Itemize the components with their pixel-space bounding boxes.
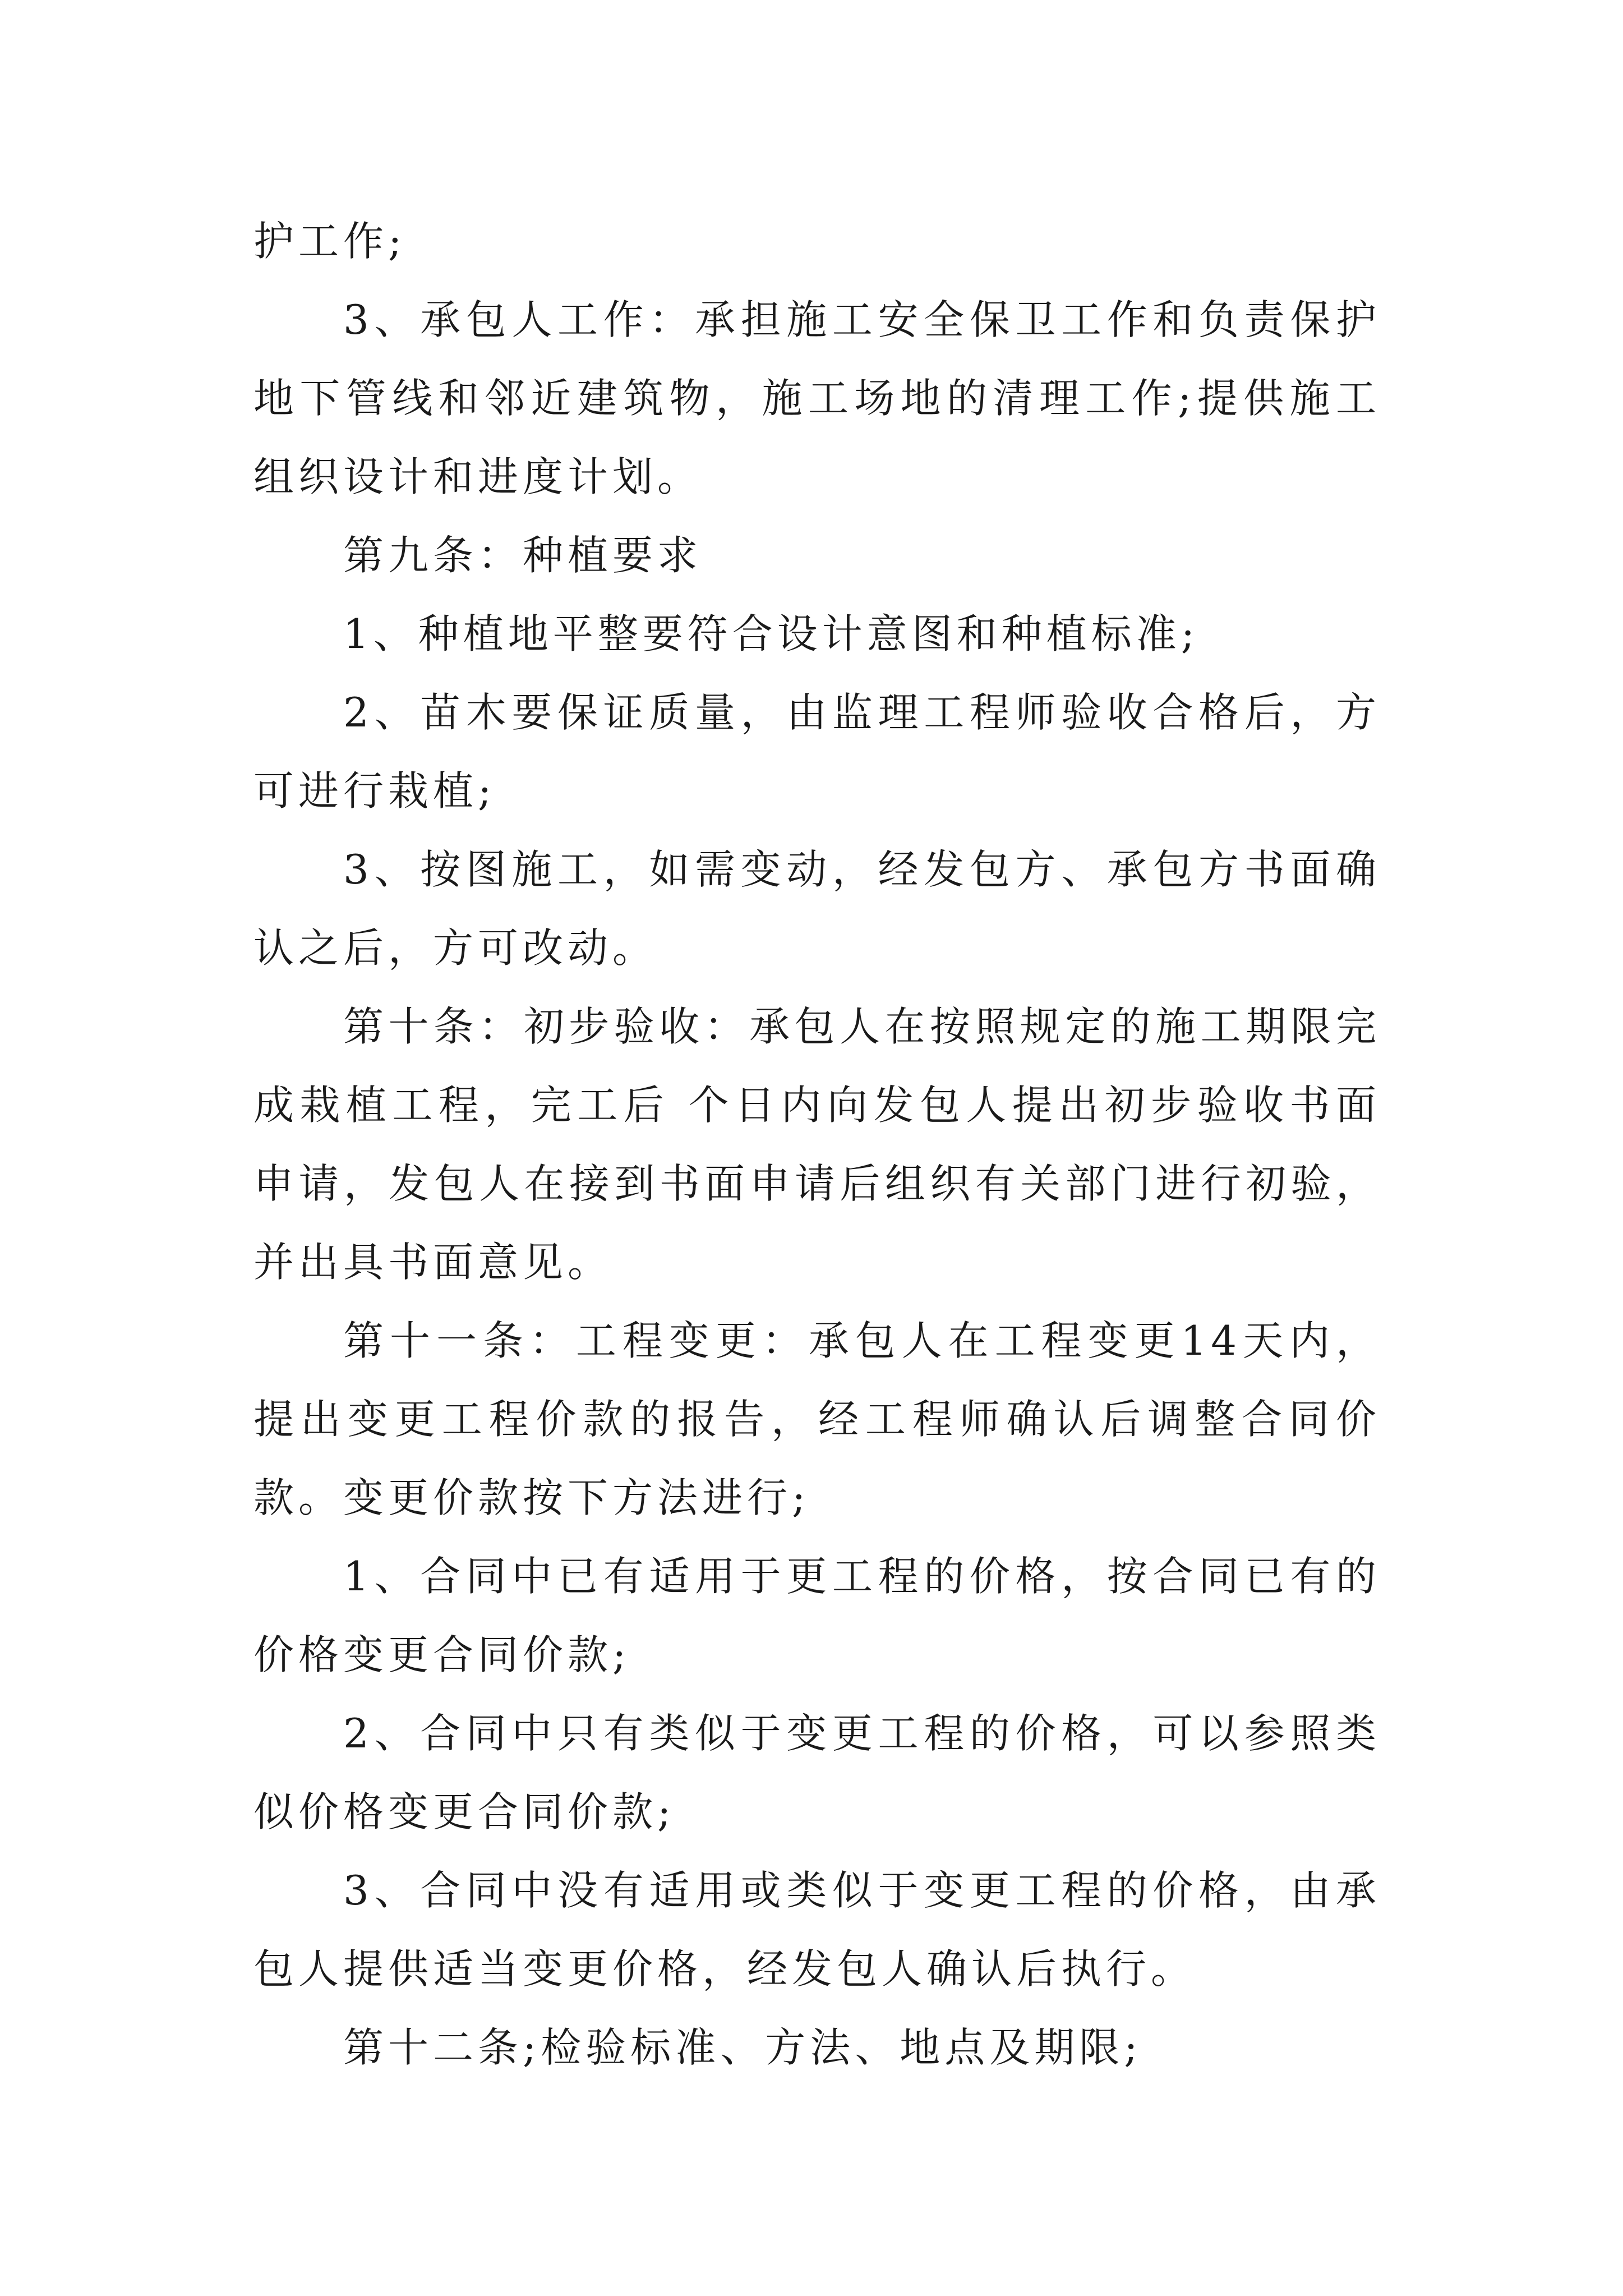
paragraph-8: 第十一条：工程变更：承包人在工程变更14天内，提出变更工程价款的报告，经工程师确认后调整合同价款。变更价款按下方法进行;: [253, 1317, 1381, 1521]
paragraph-10: 2、合同中只有类似于变更工程的价格，可以参照类似价格变更合同价款;: [253, 1710, 1381, 1835]
paragraph-3: 第九条：种植要求: [343, 532, 703, 579]
paragraph-4: 1、种植地平整要符合设计意图和种植标准;: [343, 610, 1200, 657]
paragraph-6: 3、按图施工，如需变动，经发包方、承包方书面确认之后，方可改动。: [253, 846, 1381, 972]
paragraph-7: 第十条：初步验收：承包人在按照规定的施工期限完成栽植工程，完工后 个日内向发包人提出初步验收书面申请，发包人在接到书面申请后组织有关部门进行初验，并出具书面意见。: [253, 1003, 1381, 1286]
paragraph-1: 护工作;: [253, 218, 407, 265]
paragraph-12: 第十二条;检验标准、方法、地点及期限;: [343, 2024, 1142, 2071]
paragraph-5: 2、苗木要保证质量，由监理工程师验收合格后，方可进行栽植;: [253, 689, 1381, 815]
paragraph-2: 3、承包人工作：承担施工安全保卫工作和负责保护地下管线和邻近建筑物，施工场地的清理工作;提供施工组织设计和进度计划。: [253, 296, 1381, 500]
paragraph-11: 3、合同中没有适用或类似于变更工程的价格，由承包人提供适当变更价格，经发包人确认后执行。: [253, 1867, 1381, 1993]
document-body: [253, 202, 1381, 2087]
paragraph-9: 1、合同中已有适用于更工程的价格，按合同已有的价格变更合同价款;: [253, 1553, 1381, 1678]
